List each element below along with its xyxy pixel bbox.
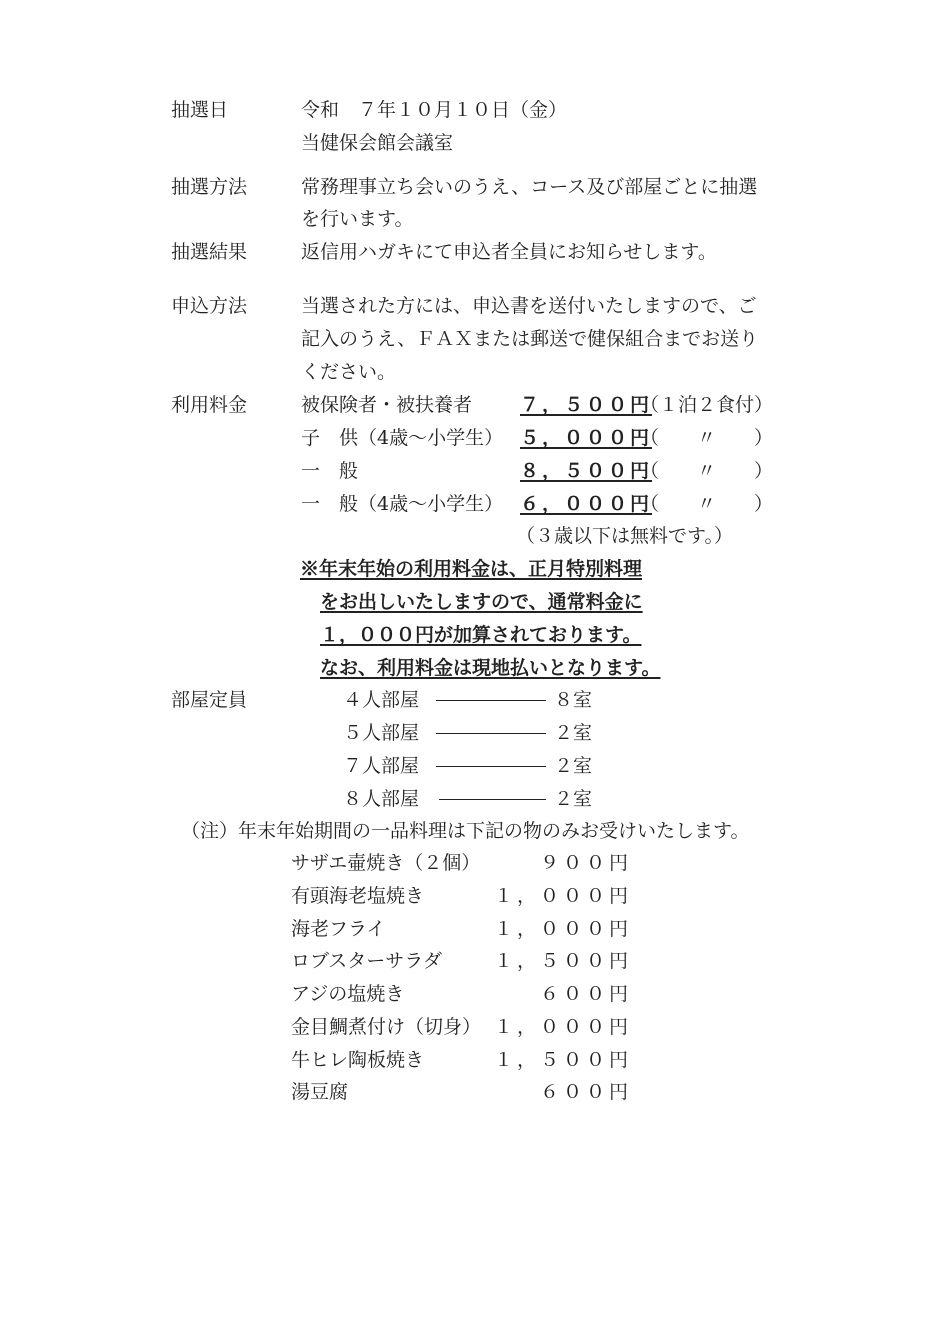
notice-line4: なお、利用料金は現地払いとなります。 (320, 657, 661, 679)
lottery-result-label: 抽選結果 (171, 241, 248, 263)
lottery-result: 返信用ハガキにて申込者全員にお知らせします。 (301, 241, 717, 263)
lottery-date: 令和 ７年１０月１０日（金） (301, 99, 568, 121)
application-line1: 当選された方には、申込書を送付いたしますので、ご (301, 295, 757, 317)
room-leader-line (436, 766, 546, 767)
notice-line3: １，０００円が加算されております。 (320, 624, 642, 646)
application-line2: 記入のうえ、ＦＡＸまたは郵送で健保組合までお送り (301, 328, 759, 350)
menu-item-price: ６００円 (539, 983, 632, 1005)
room-count: ２室 (554, 755, 593, 777)
notice-line1: ※年末年始の利用料金は、正月特別料理 (300, 558, 643, 580)
menu-item-name: 有頭海老塩焼き (291, 885, 425, 907)
fees-label: 利用料金 (171, 394, 248, 416)
room-leader-line (436, 700, 546, 701)
room-count: ２室 (554, 722, 593, 744)
room-count: ８室 (554, 689, 593, 711)
room-leader-line (439, 799, 546, 800)
menu-note: （注）年末年始期間の一品料理は下記の物のみお受けいたします。 (181, 820, 750, 842)
fee-category: 子 供（4歳～小学生） (301, 427, 504, 449)
fee-price: ８，５００円 (520, 460, 653, 482)
fee-price: ６，０００円 (520, 493, 653, 515)
menu-item-name: 金目鯛煮付け（切身） (291, 1016, 482, 1038)
lottery-place: 当健保会館会議室 (301, 132, 454, 154)
menu-item-price: ９００円 (539, 852, 632, 874)
lottery-date-label: 抽選日 (171, 99, 229, 121)
menu-item-name: アジの塩焼き (291, 983, 405, 1005)
fee-note: （ 〃 ） (640, 460, 774, 482)
room-type: ４人部屋 (343, 689, 420, 711)
lottery-method-line1: 常務理事立ち会いのうえ、コース及び部屋ごとに抽選 (301, 176, 758, 198)
lottery-method-label: 抽選方法 (171, 176, 248, 198)
room-type: ８人部屋 (343, 788, 420, 810)
room-count: ２室 (554, 788, 593, 810)
free-note: （３歳以下は無料です。） (516, 525, 733, 547)
menu-item-name: 海老フライ (291, 918, 386, 940)
room-type: ５人部屋 (343, 722, 420, 744)
menu-item-name: ロブスターサラダ (291, 950, 443, 972)
menu-item-price: １，０００円 (493, 1016, 632, 1038)
lottery-method-line2: を行います。 (301, 208, 414, 230)
application-label: 申込方法 (171, 295, 248, 317)
fee-note: （ 〃 ） (640, 427, 774, 449)
room-type: ７人部屋 (343, 755, 420, 777)
fee-note: （１泊２食付） (640, 394, 774, 416)
fee-note: （ 〃 ） (640, 493, 774, 515)
menu-item-price: １，５００円 (493, 950, 632, 972)
notice-line2: をお出しいたしますので、通常料金に (320, 591, 643, 613)
menu-item-price: １，０００円 (493, 885, 632, 907)
menu-item-price: １，５００円 (493, 1049, 632, 1071)
fee-price: ５，０００円 (520, 427, 653, 449)
rooms-label: 部屋定員 (171, 689, 248, 711)
menu-item-name: サザエ壷焼き（２個） (291, 852, 481, 874)
fee-category: 一 般 (301, 460, 359, 482)
fee-category: 被保険者・被扶養者 (301, 394, 473, 416)
fee-price: ７，５００円 (520, 394, 653, 416)
fee-category: 一 般（4歳～小学生） (301, 493, 504, 515)
room-leader-line (436, 733, 546, 734)
menu-item-name: 湯豆腐 (291, 1081, 349, 1103)
application-line3: ください。 (301, 361, 397, 383)
menu-item-name: 牛ヒレ陶板焼き (291, 1049, 425, 1071)
menu-item-price: １，０００円 (493, 918, 632, 940)
menu-item-price: ６００円 (539, 1081, 632, 1103)
